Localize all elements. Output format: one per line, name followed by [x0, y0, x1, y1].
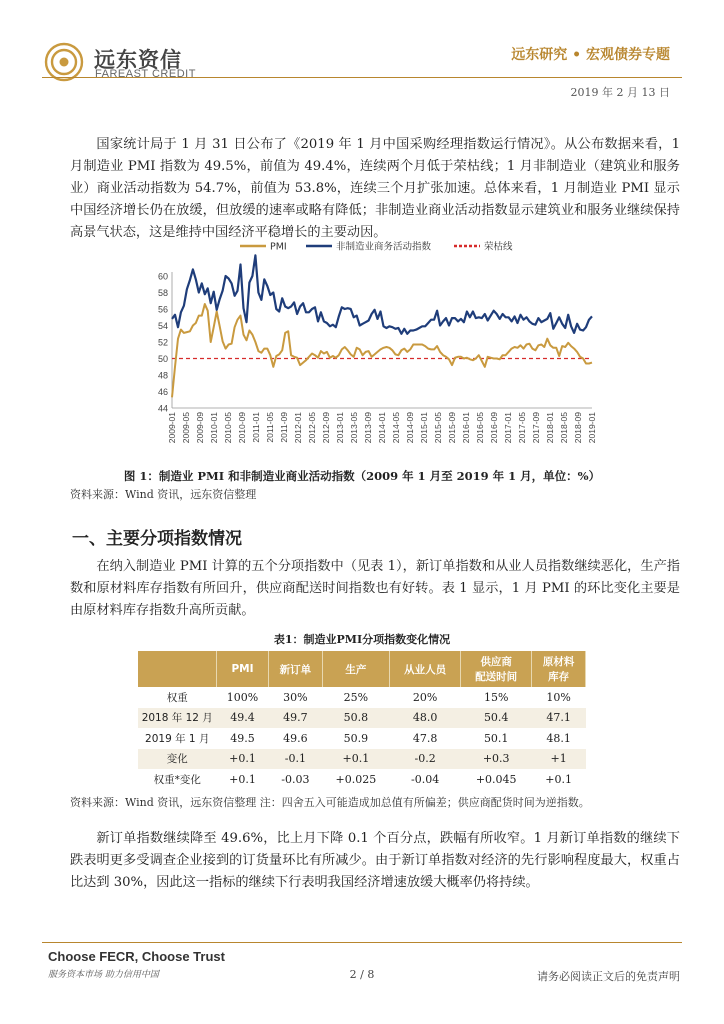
y-tick-label: 56: [157, 304, 168, 315]
table-cell: 10%: [546, 690, 571, 704]
table-cell: -0.2: [390, 749, 461, 770]
intro-paragraph: [70, 134, 680, 244]
x-tick-label: 2009-09: [195, 412, 205, 444]
table-cell: 49.6: [283, 731, 308, 745]
x-axis: [167, 408, 597, 443]
table-cell: 47.8: [412, 731, 438, 745]
y-tick-label: 44: [157, 403, 168, 414]
table-cell: 47.1: [532, 708, 586, 729]
table-cell: +0.1: [229, 772, 256, 786]
x-tick-label: 2013-05: [349, 412, 359, 444]
footer-subslogan: 服务资本市场 助力信用中国: [48, 970, 159, 980]
table-cell: 50.8: [322, 708, 389, 729]
table-cell: 49.5: [230, 731, 255, 745]
pmi-line-chart: [132, 232, 602, 464]
x-tick-label: 2016-01: [461, 412, 471, 444]
table-cell: 49.7: [269, 708, 323, 729]
x-tick-label: 2012-09: [321, 412, 331, 444]
x-tick-label: 2017-09: [531, 412, 541, 444]
table-cell: 25%: [343, 690, 369, 704]
series-line-non-manufacturing: [172, 255, 592, 333]
y-tick-label: 48: [157, 370, 168, 381]
table-row-label: 权重: [166, 691, 188, 704]
table-cell: -0.04: [410, 772, 440, 786]
legend-item-non-manufacturing-label: 非制造业商务活动指数: [336, 241, 432, 253]
x-tick-label: 2018-05: [559, 412, 569, 444]
x-tick-label: 2019-01: [587, 412, 597, 444]
x-tick-label: 2017-05: [517, 412, 527, 444]
table-row: [138, 728, 586, 749]
table-header-cell: 新订单: [269, 651, 323, 687]
x-tick-label: 2018-09: [573, 412, 583, 444]
table-cell: 100%: [226, 690, 259, 704]
footer-slogan: Choose FECR, Choose Trust: [48, 949, 225, 964]
table-row: [138, 687, 586, 708]
table-cell: +0.3: [461, 749, 532, 770]
x-tick-label: 2009-01: [167, 412, 177, 444]
table-header-cell: PMI: [217, 651, 269, 687]
x-tick-label: 2018-01: [545, 412, 555, 444]
x-tick-label: 2016-05: [475, 412, 485, 444]
y-tick-label: 50: [157, 354, 168, 364]
header-divider: [42, 77, 682, 78]
table-cell: 49.4: [217, 708, 269, 729]
x-tick-label: 2011-09: [279, 412, 289, 443]
table-cell: -0.1: [269, 749, 323, 770]
table-row: [138, 769, 586, 790]
x-tick-label: 2009-05: [181, 412, 191, 444]
x-tick-label: 2014-05: [391, 412, 401, 444]
table-row: [138, 749, 586, 770]
table-cell: 48.1: [546, 731, 571, 745]
table-cell: 15%: [483, 690, 509, 704]
table-row-label: 2018 年 12 月: [138, 708, 217, 729]
table-header-cell: 从业人员: [390, 651, 461, 687]
table-cell: 30%: [283, 690, 308, 704]
table-header-row: [138, 651, 586, 687]
x-tick-label: 2014-09: [405, 412, 415, 444]
table-title: 表1：制造业PMI分项指数变化情况: [273, 633, 451, 646]
x-tick-label: 2013-01: [335, 412, 345, 444]
plot-area: [172, 255, 592, 397]
page-number: 2 / 8: [349, 968, 375, 981]
table-cell: +0.1: [322, 749, 389, 770]
y-tick-label: 60: [157, 271, 168, 282]
brand-name-en: FAREAST CREDIT: [95, 68, 196, 80]
table-header-cell: 生产: [322, 651, 389, 687]
y-axis: [158, 272, 172, 414]
legend-item-pmi-label: PMI: [270, 241, 287, 253]
section-paragraph: [70, 556, 680, 622]
x-tick-label: 2015-09: [447, 412, 457, 444]
table-cell: +0.025: [335, 772, 377, 786]
table-cell: 50.1: [483, 731, 509, 745]
table-header-cell: 供应商 配送时间: [461, 651, 532, 687]
x-tick-label: 2016-09: [489, 412, 499, 444]
x-tick-label: 2011-01: [251, 412, 261, 443]
report-series-title: 远东研究 • 宏观债券专题: [511, 47, 670, 63]
analysis-paragraph: [70, 828, 680, 894]
figure-caption: 图 1：制造业 PMI 和非制造业商业活动指数（2009 年 1 月至 2019 年 1 月，单位：%）: [123, 469, 601, 483]
table-row: [138, 708, 586, 729]
x-tick-label: 2015-01: [419, 412, 429, 444]
table-cell: +0.045: [475, 772, 517, 786]
table-header-cell: [138, 651, 217, 687]
intro-paragraph-text: 国家统计局于 1 月 31 日公布了《2019 年 1 月中国采购经理指数运行情况》。从公布数据来看，1 月制造业 PMI 指数为 49.5%，前值为 49.4%，连续两个月低于荣枯线；1 月非制造业（建筑业和服务业）商业活动指数为 54.7%，前值为 53.8%，连续三个月扩张加速。总体来看，1 月制造业 PMI 显示中国经济增长仍在放缓，但放缓的速率或略有降低；非制造业商业活动指数显示建筑业和服务业继续保持高景气状态，这是维持中国经济平稳增长的主要动因。: [70, 137, 680, 240]
table-cell: 50.4: [461, 708, 532, 729]
y-tick-label: 46: [157, 387, 168, 397]
table-header-cell: 原材料 库存: [532, 651, 586, 687]
table-row-label: 变化: [138, 749, 217, 770]
x-tick-label: 2013-09: [363, 412, 373, 444]
y-tick-label: 52: [157, 337, 168, 348]
y-tick-label: 54: [157, 321, 168, 331]
footer-divider: [42, 942, 682, 943]
x-tick-label: 2010-01: [209, 412, 219, 444]
table-row-label: 权重*变化: [153, 773, 201, 786]
x-tick-label: 2011-05: [265, 412, 275, 443]
x-tick-label: 2014-01: [377, 412, 387, 444]
footer-disclaimer: 请务必阅读正文后的免责声明: [537, 970, 680, 983]
section-paragraph-text: 在纳入制造业 PMI 计算的五个分项指数中（见表 1），新订单指数和从业人员指数继续恶化，生产指数和原材料库存指数有所回升，供应商配送时间指数也有好转。表 1 显示，1 月 PMI 的环比变化主要是由原材料库存指数升高所贡献。: [70, 559, 680, 618]
x-tick-label: 2010-05: [223, 412, 233, 444]
table-cell: +0.1: [217, 749, 269, 770]
x-tick-label: 2012-01: [293, 412, 303, 444]
report-date: 2019 年 2 月 13 日: [570, 86, 670, 99]
table-cell: +0.1: [545, 772, 572, 786]
y-tick-label: 58: [157, 288, 168, 298]
table-source-note: 资料来源：Wind 资讯，远东资信整理 注：四舍五入可能造成加总值有所偏差；供应商配货时间为逆指数。: [70, 796, 590, 809]
chart-legend: [240, 241, 513, 253]
brand-name-cn: 远东资信: [94, 48, 182, 72]
x-tick-label: 2017-01: [503, 412, 513, 444]
table-cell: +1: [532, 749, 586, 770]
table-cell: 50.9: [343, 731, 369, 745]
table-cell: 48.0: [390, 708, 461, 729]
x-tick-label: 2015-05: [433, 412, 443, 444]
table-row-label: 2019 年 1 月: [145, 732, 210, 745]
analysis-paragraph-text: 新订单指数继续降至 49.6%，比上月下降 0.1 个百分点，跌幅有所收窄。1 月新订单指数的继续下跌表明更多受调查企业接到的订货量环比有所减少。由于新订单指数对经济的先行影响程度最大，权重占比达到 30%，因此这一指标的继续下行表明我国经济增速放缓大概率仍将持续。: [70, 831, 680, 890]
table-cell: 20%: [412, 690, 438, 704]
x-tick-label: 2010-09: [237, 412, 247, 444]
section-heading: 一、主要分项指数情况: [72, 529, 242, 549]
legend-item-reference-line-label: 荣枯线: [484, 241, 513, 253]
x-tick-label: 2012-05: [307, 412, 317, 444]
figure-source: 资料来源：Wind 资讯，远东资信整理: [70, 488, 257, 501]
table-cell: -0.03: [281, 772, 310, 786]
pmi-subindex-table: [138, 651, 586, 790]
